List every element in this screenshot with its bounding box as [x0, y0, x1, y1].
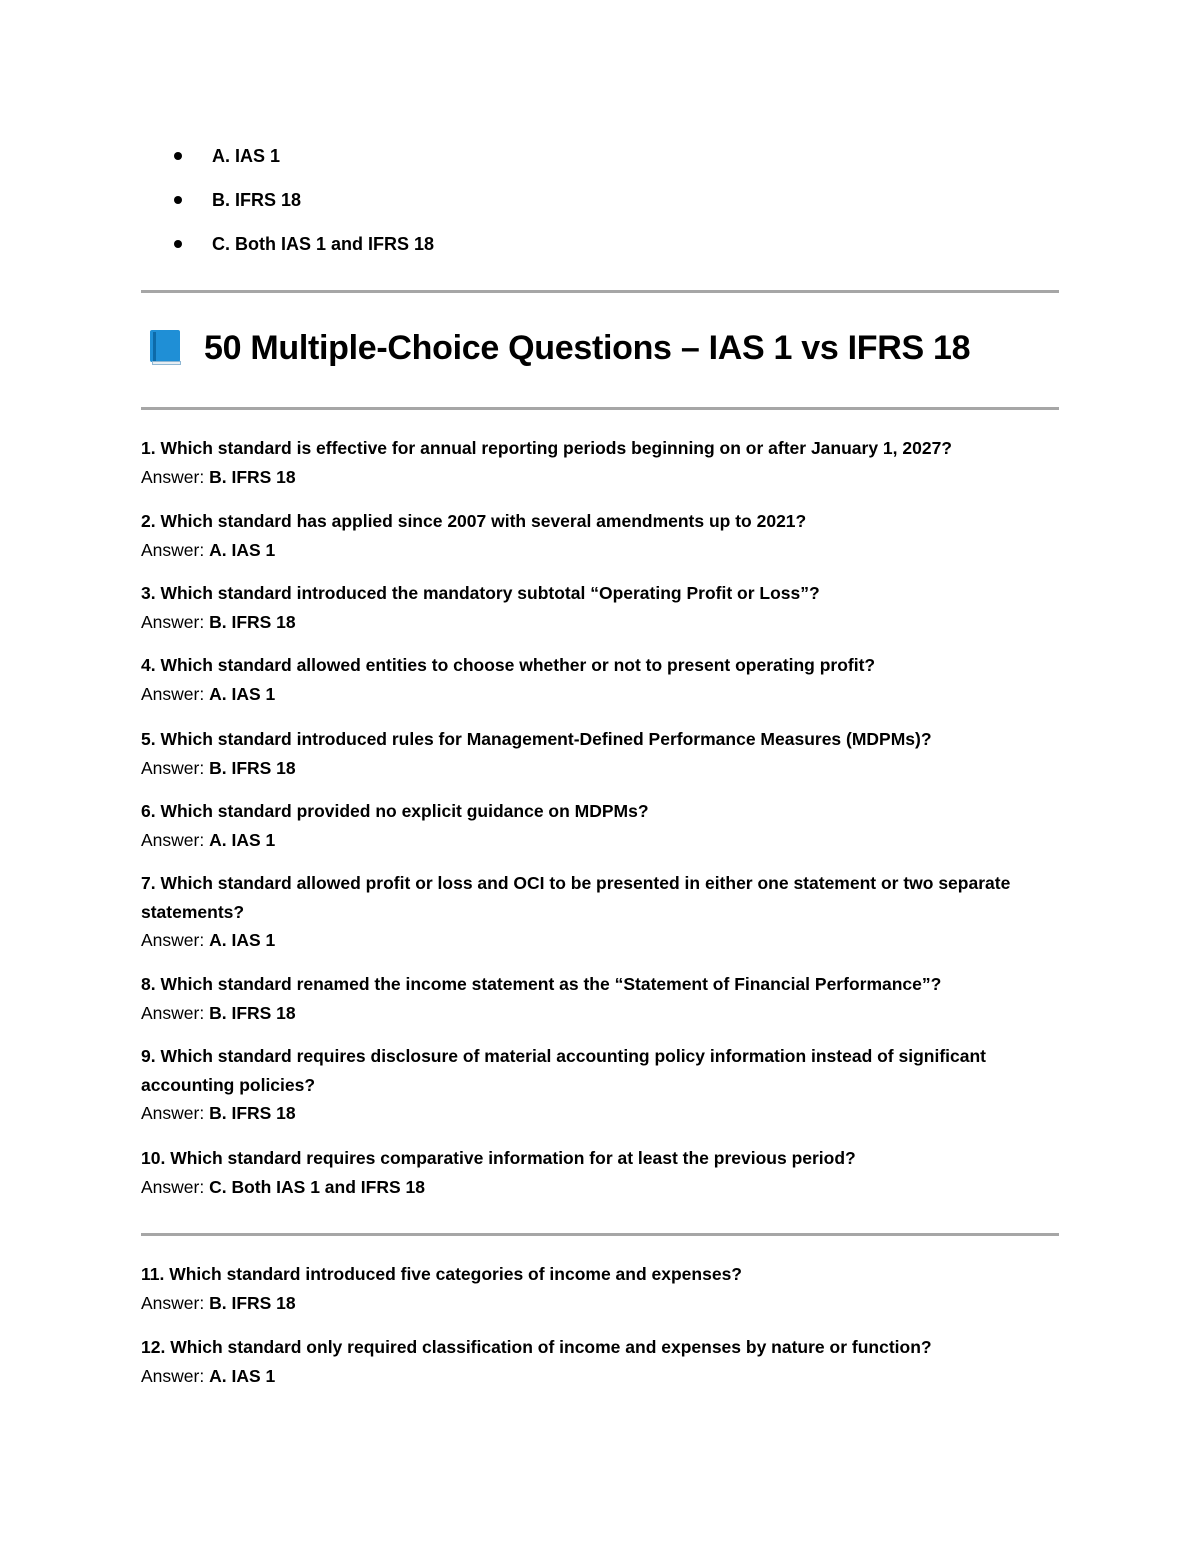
- book-icon: [150, 330, 182, 366]
- question-item: [141, 725, 1061, 782]
- answer-value: B. IFRS 18: [209, 757, 296, 778]
- answer-label: Answer:: [141, 1002, 205, 1023]
- question-text: 11. Which standard introduced five categories of income and expenses?: [141, 1264, 742, 1284]
- option-text: A. IAS 1: [212, 145, 281, 166]
- answer-label: Answer:: [141, 683, 205, 704]
- question-text: 9. Which standard requires disclosure of material accounting policy information instead of significant accounting policies?: [141, 1046, 987, 1095]
- answer-value: B. IFRS 18: [209, 1002, 296, 1023]
- horizontal-divider: [141, 290, 1059, 293]
- question-item: [141, 507, 1061, 564]
- question-item: [141, 1333, 1061, 1390]
- answer-label: Answer:: [141, 466, 205, 487]
- answer-value: C. Both IAS 1 and IFRS 18: [209, 1176, 425, 1197]
- question-text: 4. Which standard allowed entities to choose whether or not to present operating profit?: [141, 655, 876, 675]
- answer-label: Answer:: [141, 1365, 205, 1386]
- list-item: [176, 143, 280, 169]
- question-text: 1. Which standard is effective for annual reporting periods beginning on or after January 1, 2027?: [141, 438, 952, 458]
- answer-value: B. IFRS 18: [209, 611, 296, 632]
- bullet-icon: [174, 196, 182, 204]
- answer-label: Answer:: [141, 1292, 205, 1313]
- answer-value: A. IAS 1: [209, 539, 276, 560]
- answer-value: A. IAS 1: [209, 683, 276, 704]
- question-item: [141, 1144, 1061, 1201]
- question-item: [141, 1042, 1061, 1128]
- page-title: [150, 322, 970, 374]
- bullet-icon: [174, 240, 182, 248]
- question-item: [141, 651, 1061, 708]
- question-text: 6. Which standard provided no explicit guidance on MDPMs?: [141, 801, 649, 821]
- horizontal-divider: [141, 407, 1059, 410]
- answer-label: Answer:: [141, 1103, 205, 1123]
- answer-value: B. IFRS 18: [209, 1292, 296, 1313]
- answer-label: Answer:: [141, 611, 205, 632]
- question-text: 3. Which standard introduced the mandatory subtotal “Operating Profit or Loss”?: [141, 583, 820, 603]
- bullet-icon: [174, 152, 182, 160]
- answer-label: Answer:: [141, 829, 205, 850]
- option-text: C. Both IAS 1 and IFRS 18: [212, 233, 435, 254]
- question-text: 7. Which standard allowed profit or loss and OCI to be presented in either one statement or two separate statements?: [141, 873, 1011, 922]
- question-item: [141, 1260, 1061, 1317]
- question-item: [141, 970, 1061, 1027]
- answer-value: A. IAS 1: [209, 1365, 276, 1386]
- question-text: 12. Which standard only required classification of income and expenses by nature or function?: [141, 1337, 932, 1357]
- list-item: [176, 231, 434, 257]
- answer-value: B. IFRS 18: [209, 1103, 296, 1123]
- answer-value: A. IAS 1: [209, 930, 276, 950]
- answer-label: Answer:: [141, 757, 205, 778]
- question-item: [141, 434, 1061, 491]
- horizontal-divider: [141, 1233, 1059, 1236]
- question-text: 2. Which standard has applied since 2007 with several amendments up to 2021?: [141, 511, 807, 531]
- option-text: B. IFRS 18: [212, 189, 302, 210]
- list-item: [176, 187, 301, 213]
- answer-label: Answer:: [141, 539, 205, 560]
- page-title-text: 50 Multiple-Choice Questions – IAS 1 vs IFRS 18: [204, 328, 971, 367]
- question-item: [141, 579, 1061, 636]
- answer-value: A. IAS 1: [209, 829, 276, 850]
- question-text: 5. Which standard introduced rules for Management-Defined Performance Measures (MDPMs)?: [141, 729, 932, 749]
- question-text: 8. Which standard renamed the income statement as the “Statement of Financial Performance”?: [141, 974, 942, 994]
- question-text: 10. Which standard requires comparative information for at least the previous period?: [141, 1148, 856, 1168]
- question-item: [141, 869, 1061, 955]
- answer-value: B. IFRS 18: [209, 466, 296, 487]
- answer-label: Answer:: [141, 1176, 205, 1197]
- answer-label: Answer:: [141, 930, 205, 950]
- question-item: [141, 797, 1061, 854]
